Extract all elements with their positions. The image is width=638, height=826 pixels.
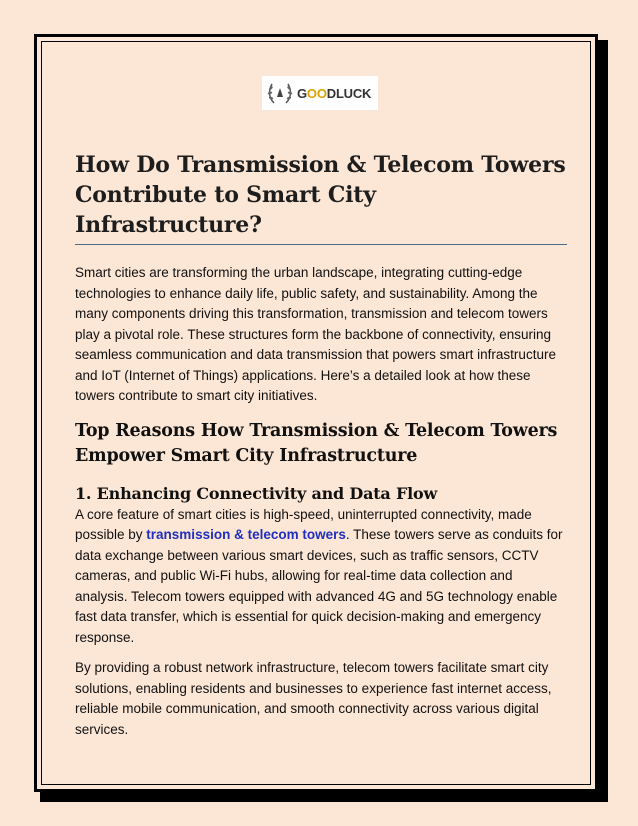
article-content (75, 150, 567, 740)
logo-wordmark: GOODLUCK (297, 85, 372, 101)
goodluck-logo (262, 76, 378, 110)
paragraph-text: A core feature of smart cities is high-speed, uninterrupted connectivity, made possible by (75, 506, 532, 542)
laurel-wreath-icon (266, 79, 294, 107)
section-heading: Top Reasons How Transmission & Telecom Towers Empower Smart City Infrastructure (75, 420, 558, 466)
infrastructure-paragraph: By providing a robust network infrastructure, telecom towers facilitate smart city solutions, enabling residents and businesses to experience fast internet access, reliable mobile communication, and smooth connectivity across various digital services. (75, 660, 552, 737)
paragraph-text: . These towers serve as conduits for data exchange between various smart devices, such as traffic sensors, CCTV cameras, and public Wi-Fi hubs, allowing for real-time data collection and analysis. Telecom towers equipped with advanced 4G and 5G technology enable fast data transfer, which is essential for quick decision-making and emergency response. (75, 527, 563, 645)
sub-heading: 1. Enhancing Connectivity and Data Flow (75, 483, 438, 503)
article-title: How Do Transmission & Telecom Towers Contribute to Smart City Infrastructure? (75, 150, 567, 245)
towers-link[interactable]: transmission & telecom towers (146, 527, 346, 542)
intro-paragraph: Smart cities are transforming the urban landscape, integrating cutting-edge technologies to enhance daily life, public safety, and sustainability. Among the many components driving this transformation, transmission and telecom towers play a pivotal role. These structures form the backbone of connectivity, ensuring seamless communication and data transmission that powers smart infrastructure and IoT (Internet of Things) applications. Here’s a detailed look at how these towers contribute to smart city initiatives. (75, 265, 556, 403)
connectivity-paragraph (75, 505, 567, 649)
